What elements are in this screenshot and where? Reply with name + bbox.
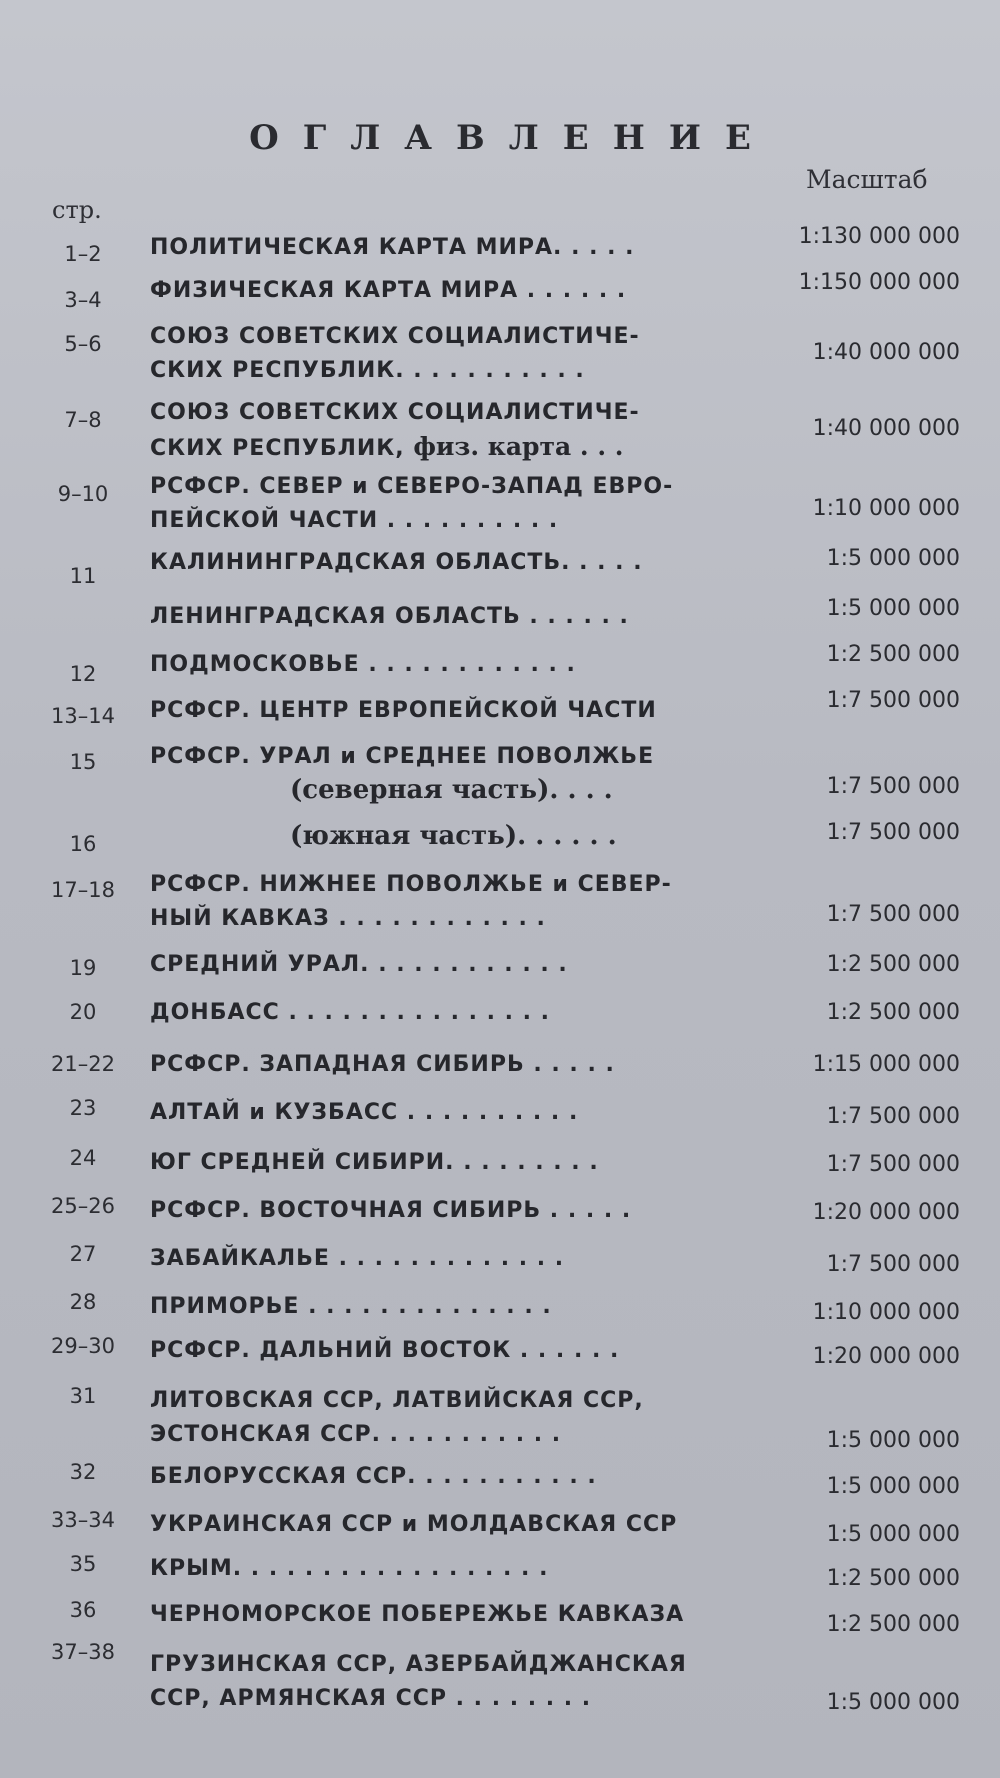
entry-page: 16: [69, 832, 97, 856]
entry-scale: 1:5 000 000: [826, 1522, 960, 1547]
entry-scale: 1:15 000 000: [812, 1052, 960, 1077]
entry-title: ПРИМОРЬЕ . . . . . . . . . . . . . .: [150, 1294, 552, 1319]
entry-page: 9–10: [57, 482, 109, 506]
entry-page: 27: [69, 1242, 97, 1266]
page-column-header: стр.: [52, 196, 102, 224]
entry-page: 31: [69, 1384, 97, 1408]
entry-scale: 1:10 000 000: [812, 1300, 960, 1325]
entry-scale: 1:7 500 000: [826, 902, 960, 927]
entry-scale: 1:2 500 000: [826, 952, 960, 977]
entry-scale: 1:40 000 000: [812, 416, 960, 441]
entry-page: 12: [69, 662, 97, 686]
entry-scale: 1:7 500 000: [826, 1252, 960, 1277]
entry-scale: 1:150 000 000: [798, 270, 960, 295]
entry-title-main: СКИХ РЕСПУБЛИК,: [150, 436, 405, 461]
entry-title: РСФСР. ЗАПАДНАЯ СИБИРЬ . . . . .: [150, 1052, 615, 1077]
entry-title: БЕЛОРУССКАЯ ССР. . . . . . . . . . .: [150, 1464, 597, 1489]
entry-page: 28: [69, 1290, 97, 1314]
entry-title: СОЮЗ СОВЕТСКИХ СОЦИАЛИСТИЧЕ-: [150, 324, 640, 349]
entry-page: 35: [69, 1552, 97, 1576]
entry-title-line2: СКИХ РЕСПУБЛИК. . . . . . . . . . .: [150, 358, 585, 383]
entry-scale: 1:130 000 000: [798, 224, 960, 249]
entry-title: РСФСР. НИЖНЕЕ ПОВОЛЖЬЕ и СЕВЕР-: [150, 872, 672, 897]
entry-title-line2: ЭСТОНСКАЯ ССР. . . . . . . . . . .: [150, 1422, 562, 1447]
entry-scale: 1:7 500 000: [826, 1152, 960, 1177]
scale-column-header: Масштаб: [806, 165, 928, 194]
entry-title-line2: НЫЙ КАВКАЗ . . . . . . . . . . . .: [150, 906, 546, 931]
entry-page: 21–22: [51, 1052, 115, 1076]
entry-title: РСФСР. ВОСТОЧНАЯ СИБИРЬ . . . . .: [150, 1198, 632, 1223]
entry-title: ЮГ СРЕДНЕЙ СИБИРИ. . . . . . . . .: [150, 1150, 599, 1175]
entry-title: УКРАИНСКАЯ ССР и МОЛДАВСКАЯ ССР: [150, 1512, 678, 1537]
entry-page: 37–38: [51, 1640, 115, 1664]
entry-title-line2: ПЕЙСКОЙ ЧАСТИ . . . . . . . . . .: [150, 508, 559, 533]
entry-page: 33–34: [51, 1508, 115, 1532]
entry-scale: 1:5 000 000: [826, 546, 960, 571]
entry-scale: 1:5 000 000: [826, 1690, 960, 1715]
entry-title: ЗАБАЙКАЛЬЕ . . . . . . . . . . . . .: [150, 1246, 565, 1271]
entry-page: 23: [69, 1096, 97, 1120]
entry-title-line2: ССР, АРМЯНСКАЯ ССР . . . . . . . .: [150, 1686, 592, 1711]
entry-title: КАЛИНИНГРАДСКАЯ ОБЛАСТЬ. . . . .: [150, 550, 643, 575]
entry-page: 3–4: [64, 288, 102, 312]
page-title: ОГЛАВЛЕНИЕ: [249, 118, 775, 158]
entry-title: ПОДМОСКОВЬЕ . . . . . . . . . . . .: [150, 652, 576, 677]
entry-scale: 1:7 500 000: [826, 774, 960, 799]
entry-scale: 1:7 500 000: [826, 688, 960, 713]
entry-title: ЛЕНИНГРАДСКАЯ ОБЛАСТЬ . . . . . .: [150, 604, 629, 629]
entry-page: 36: [69, 1598, 97, 1622]
entry-title: РСФСР. СЕВЕР и СЕВЕРО-ЗАПАД ЕВРО-: [150, 474, 674, 499]
entry-page: 20: [69, 1000, 97, 1024]
entry-scale: 1:10 000 000: [812, 496, 960, 521]
entry-title: ДОНБАСС . . . . . . . . . . . . . . .: [150, 1000, 551, 1025]
entry-title: ПОЛИТИЧЕСКАЯ КАРТА МИРА. . . . .: [150, 235, 635, 260]
entry-page: 32: [69, 1460, 97, 1484]
entry-title: ЛИТОВСКАЯ ССР, ЛАТВИЙСКАЯ ССР,: [150, 1388, 644, 1413]
entry-scale: 1:40 000 000: [812, 340, 960, 365]
entry-scale: 1:5 000 000: [826, 1474, 960, 1499]
entry-page: 25–26: [51, 1194, 115, 1218]
entry-title-suffix: физ. карта . . .: [404, 432, 624, 461]
entry-page: 13–14: [51, 704, 115, 728]
entry-title: РСФСР. ДАЛЬНИЙ ВОСТОК . . . . . .: [150, 1338, 620, 1363]
entry-subtitle: (северная часть). . . .: [290, 775, 613, 805]
entry-page: 17–18: [51, 878, 115, 902]
entry-subtitle: (южная часть). . . . . .: [290, 821, 617, 851]
entry-page: 15: [69, 750, 97, 774]
entry-scale: 1:2 500 000: [826, 1000, 960, 1025]
entry-title: РСФСР. УРАЛ и СРЕДНЕЕ ПОВОЛЖЬЕ: [150, 744, 655, 769]
entry-scale: 1:2 500 000: [826, 642, 960, 667]
entry-title: РСФСР. ЦЕНТР ЕВРОПЕЙСКОЙ ЧАСТИ: [150, 698, 657, 723]
entry-scale: 1:5 000 000: [826, 1428, 960, 1453]
entry-title-line2: [150, 430, 690, 465]
entry-page: 7–8: [64, 408, 102, 432]
entry-title: ГРУЗИНСКАЯ ССР, АЗЕРБАЙДЖАНСКАЯ: [150, 1652, 687, 1677]
entry-title: СОЮЗ СОВЕТСКИХ СОЦИАЛИСТИЧЕ-: [150, 400, 640, 425]
entry-title: КРЫМ. . . . . . . . . . . . . . . . . .: [150, 1556, 549, 1581]
entry-page: 19: [69, 956, 97, 980]
entry-scale: 1:7 500 000: [826, 820, 960, 845]
entry-title: ЧЕРНОМОРСКОЕ ПОБЕРЕЖЬЕ КАВКАЗА: [150, 1602, 685, 1627]
entry-scale: 1:2 500 000: [826, 1566, 960, 1591]
entry-page: 24: [69, 1146, 97, 1170]
entry-page: 29–30: [51, 1334, 115, 1358]
entry-title: АЛТАЙ и КУЗБАСС . . . . . . . . . .: [150, 1100, 579, 1125]
entry-title: ФИЗИЧЕСКАЯ КАРТА МИРА . . . . . .: [150, 278, 627, 303]
entry-page: 11: [69, 564, 97, 588]
entry-scale: 1:20 000 000: [812, 1344, 960, 1369]
entry-title: СРЕДНИЙ УРАЛ. . . . . . . . . . . .: [150, 952, 568, 977]
entry-page: 1–2: [64, 242, 102, 266]
entry-scale: 1:2 500 000: [826, 1612, 960, 1637]
entry-scale: 1:20 000 000: [812, 1200, 960, 1225]
entry-scale: 1:5 000 000: [826, 596, 960, 621]
entry-page: 5–6: [64, 332, 102, 356]
entry-scale: 1:7 500 000: [826, 1104, 960, 1129]
